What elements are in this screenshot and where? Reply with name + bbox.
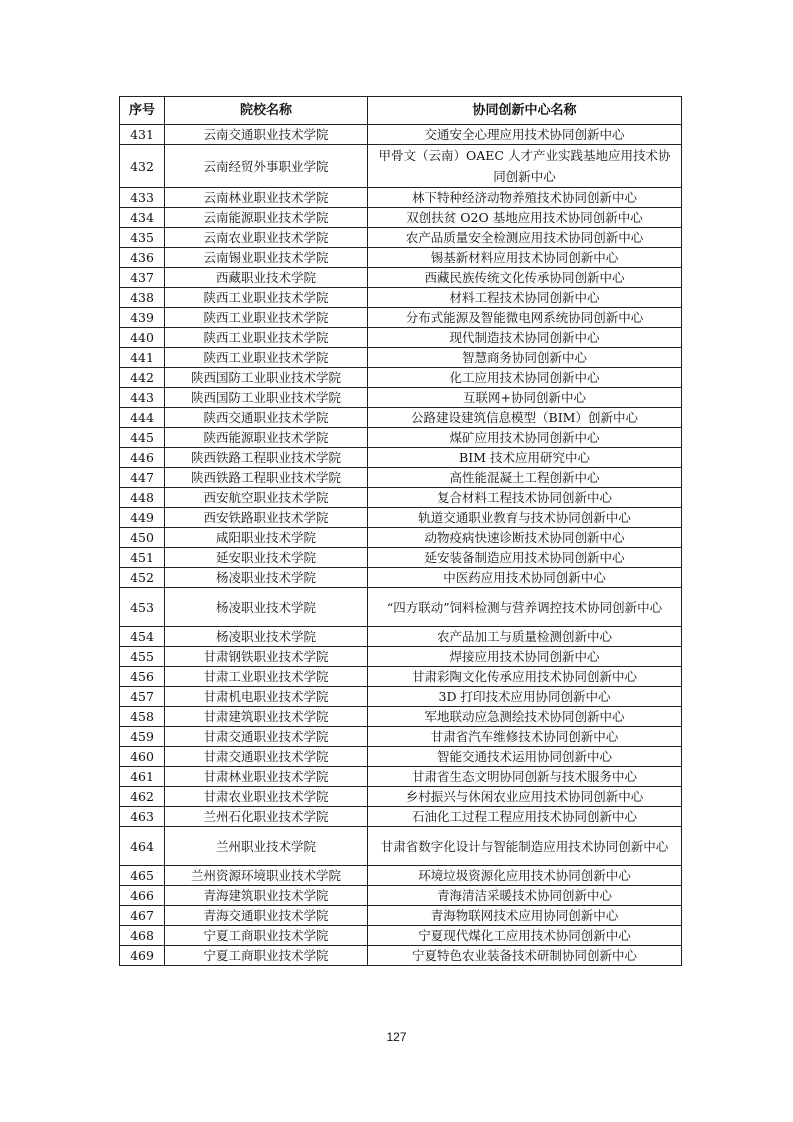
table-row xyxy=(120,248,682,268)
row-school: 云南经贸外事职业学院 xyxy=(165,145,368,188)
row-index: 452 xyxy=(120,568,165,588)
table-row xyxy=(120,145,682,188)
row-index: 456 xyxy=(120,667,165,687)
row-index: 449 xyxy=(120,508,165,528)
row-center: 农产品质量安全检测应用技术协同创新中心 xyxy=(368,228,682,248)
row-index: 444 xyxy=(120,408,165,428)
table-row xyxy=(120,388,682,408)
table-row xyxy=(120,647,682,667)
row-center: 交通安全心理应用技术协同创新中心 xyxy=(368,125,682,145)
table-row xyxy=(120,946,682,966)
table-row xyxy=(120,687,682,707)
table-row xyxy=(120,288,682,308)
row-center: 焊接应用技术协同创新中心 xyxy=(368,647,682,667)
row-school: 云南交通职业技术学院 xyxy=(165,125,368,145)
row-school: 云南能源职业技术学院 xyxy=(165,208,368,228)
row-school: 陕西工业职业技术学院 xyxy=(165,288,368,308)
row-center: 石油化工过程工程应用技术协同创新中心 xyxy=(368,807,682,827)
row-index: 434 xyxy=(120,208,165,228)
row-center: 智能交通技术运用协同创新中心 xyxy=(368,747,682,767)
row-school: 陕西国防工业职业技术学院 xyxy=(165,388,368,408)
row-center: 煤矿应用技术协同创新中心 xyxy=(368,428,682,448)
row-center: 乡村振兴与休闲农业应用技术协同创新中心 xyxy=(368,787,682,807)
table-row xyxy=(120,448,682,468)
row-school: 西安航空职业技术学院 xyxy=(165,488,368,508)
table-row xyxy=(120,348,682,368)
row-index: 467 xyxy=(120,906,165,926)
row-school: 杨凌职业技术学院 xyxy=(165,627,368,647)
row-center: 智慧商务协同创新中心 xyxy=(368,348,682,368)
table-row xyxy=(120,727,682,747)
row-center: 宁夏现代煤化工应用技术协同创新中心 xyxy=(368,926,682,946)
table-row xyxy=(120,428,682,448)
row-school: 陕西工业职业技术学院 xyxy=(165,328,368,348)
table-row xyxy=(120,468,682,488)
row-center: 甘肃省生态文明协同创新与技术服务中心 xyxy=(368,767,682,787)
row-index: 451 xyxy=(120,548,165,568)
row-center: 3D 打印技术应用协同创新中心 xyxy=(368,687,682,707)
table-row xyxy=(120,528,682,548)
row-index: 462 xyxy=(120,787,165,807)
row-center: 甘肃省汽车维修技术协同创新中心 xyxy=(368,727,682,747)
row-school: 甘肃建筑职业技术学院 xyxy=(165,707,368,727)
row-center: 环境垃圾资源化应用技术协同创新中心 xyxy=(368,866,682,886)
row-center: 锡基新材料应用技术协同创新中心 xyxy=(368,248,682,268)
row-school: 青海交通职业技术学院 xyxy=(165,906,368,926)
row-school: 陕西能源职业技术学院 xyxy=(165,428,368,448)
row-center: 青海物联网技术应用协同创新中心 xyxy=(368,906,682,926)
row-school: 陕西铁路工程职业技术学院 xyxy=(165,468,368,488)
row-center: 复合材料工程技术协同创新中心 xyxy=(368,488,682,508)
row-index: 459 xyxy=(120,727,165,747)
row-school: 甘肃机电职业技术学院 xyxy=(165,687,368,707)
row-school: 兰州资源环境职业技术学院 xyxy=(165,866,368,886)
row-index: 439 xyxy=(120,308,165,328)
table-row xyxy=(120,787,682,807)
table-row xyxy=(120,408,682,428)
table-row xyxy=(120,807,682,827)
row-school: 杨凌职业技术学院 xyxy=(165,588,368,627)
table-row xyxy=(120,268,682,288)
row-index: 445 xyxy=(120,428,165,448)
row-center: 化工应用技术协同创新中心 xyxy=(368,368,682,388)
row-center: 延安装备制造应用技术协同创新中心 xyxy=(368,548,682,568)
row-center: 甘肃彩陶文化传承应用技术协同创新中心 xyxy=(368,667,682,687)
row-school: 陕西铁路工程职业技术学院 xyxy=(165,448,368,468)
row-index: 461 xyxy=(120,767,165,787)
row-school: 甘肃交通职业技术学院 xyxy=(165,727,368,747)
row-school: 陕西工业职业技术学院 xyxy=(165,348,368,368)
row-center: “四方联动”饲料检测与营养调控技术协同创新中心 xyxy=(368,588,682,627)
row-school: 陕西国防工业职业技术学院 xyxy=(165,368,368,388)
table-row xyxy=(120,747,682,767)
table-row xyxy=(120,667,682,687)
row-index: 432 xyxy=(120,145,165,188)
header-index: 序号 xyxy=(120,97,165,125)
table-row xyxy=(120,568,682,588)
table-row xyxy=(120,707,682,727)
row-center: BIM 技术应用研究中心 xyxy=(368,448,682,468)
row-center: 分布式能源及智能微电网系统协同创新中心 xyxy=(368,308,682,328)
row-index: 436 xyxy=(120,248,165,268)
row-index: 438 xyxy=(120,288,165,308)
row-school: 甘肃钢铁职业技术学院 xyxy=(165,647,368,667)
table-row xyxy=(120,188,682,208)
row-school: 陕西交通职业技术学院 xyxy=(165,408,368,428)
row-index: 448 xyxy=(120,488,165,508)
row-center: 西藏民族传统文化传承协同创新中心 xyxy=(368,268,682,288)
row-index: 458 xyxy=(120,707,165,727)
row-index: 443 xyxy=(120,388,165,408)
row-school: 延安职业技术学院 xyxy=(165,548,368,568)
row-school: 杨凌职业技术学院 xyxy=(165,568,368,588)
table-row xyxy=(120,767,682,787)
row-index: 450 xyxy=(120,528,165,548)
table-row xyxy=(120,328,682,348)
row-school: 宁夏工商职业技术学院 xyxy=(165,926,368,946)
row-index: 463 xyxy=(120,807,165,827)
table-row xyxy=(120,125,682,145)
header-school: 院校名称 xyxy=(165,97,368,125)
table-row xyxy=(120,548,682,568)
row-center: 林下特种经济动物养殖技术协同创新中心 xyxy=(368,188,682,208)
table-row xyxy=(120,866,682,886)
row-school: 甘肃工业职业技术学院 xyxy=(165,667,368,687)
row-index: 433 xyxy=(120,188,165,208)
row-center: 现代制造技术协同创新中心 xyxy=(368,328,682,348)
table-row xyxy=(120,368,682,388)
table-row xyxy=(120,588,682,627)
row-school: 兰州职业技术学院 xyxy=(165,827,368,866)
row-school: 云南农业职业技术学院 xyxy=(165,228,368,248)
row-index: 457 xyxy=(120,687,165,707)
row-center: 中医药应用技术协同创新中心 xyxy=(368,568,682,588)
row-center: 军地联动应急测绘技术协同创新中心 xyxy=(368,707,682,727)
row-school: 西安铁路职业技术学院 xyxy=(165,508,368,528)
row-school: 云南锡业职业技术学院 xyxy=(165,248,368,268)
row-center: 甘肃省数字化设计与智能制造应用技术协同创新中心 xyxy=(368,827,682,866)
row-center: 宁夏特色农业装备技术研制协同创新中心 xyxy=(368,946,682,966)
row-school: 青海建筑职业技术学院 xyxy=(165,886,368,906)
row-school: 甘肃农业职业技术学院 xyxy=(165,787,368,807)
row-school: 西藏职业技术学院 xyxy=(165,268,368,288)
institutions-table xyxy=(119,96,682,966)
row-index: 464 xyxy=(120,827,165,866)
row-center: 青海清洁采暖技术协同创新中心 xyxy=(368,886,682,906)
row-index: 437 xyxy=(120,268,165,288)
table-row xyxy=(120,488,682,508)
row-index: 460 xyxy=(120,747,165,767)
row-index: 447 xyxy=(120,468,165,488)
table-row xyxy=(120,208,682,228)
row-center: 互联网+协同创新中心 xyxy=(368,388,682,408)
row-index: 431 xyxy=(120,125,165,145)
row-school: 咸阳职业技术学院 xyxy=(165,528,368,548)
table-row xyxy=(120,926,682,946)
table-row xyxy=(120,308,682,328)
row-center: 高性能混凝土工程创新中心 xyxy=(368,468,682,488)
row-center: 双创扶贫 O2O 基地应用技术协同创新中心 xyxy=(368,208,682,228)
table-header-row xyxy=(120,97,682,125)
table-row xyxy=(120,827,682,866)
row-index: 453 xyxy=(120,588,165,627)
row-index: 454 xyxy=(120,627,165,647)
row-school: 甘肃林业职业技术学院 xyxy=(165,767,368,787)
row-index: 441 xyxy=(120,348,165,368)
table-row xyxy=(120,508,682,528)
page-number: 127 xyxy=(386,1030,407,1044)
header-center: 协同创新中心名称 xyxy=(368,97,682,125)
row-index: 465 xyxy=(120,866,165,886)
row-index: 440 xyxy=(120,328,165,348)
table-row xyxy=(120,627,682,647)
row-center: 动物疫病快速诊断技术协同创新中心 xyxy=(368,528,682,548)
row-index: 442 xyxy=(120,368,165,388)
row-index: 469 xyxy=(120,946,165,966)
row-index: 455 xyxy=(120,647,165,667)
table-row xyxy=(120,906,682,926)
row-center: 轨道交通职业教育与技术协同创新中心 xyxy=(368,508,682,528)
row-center: 公路建设建筑信息模型（BIM）创新中心 xyxy=(368,408,682,428)
table-row xyxy=(120,886,682,906)
row-index: 466 xyxy=(120,886,165,906)
row-index: 446 xyxy=(120,448,165,468)
table-row xyxy=(120,228,682,248)
row-center: 材料工程技术协同创新中心 xyxy=(368,288,682,308)
row-center: 甲骨文（云南）OAEC 人才产业实践基地应用技术协同创新中心 xyxy=(368,145,682,188)
row-school: 陕西工业职业技术学院 xyxy=(165,308,368,328)
row-school: 甘肃交通职业技术学院 xyxy=(165,747,368,767)
row-school: 云南林业职业技术学院 xyxy=(165,188,368,208)
row-index: 468 xyxy=(120,926,165,946)
row-school: 兰州石化职业技术学院 xyxy=(165,807,368,827)
row-school: 宁夏工商职业技术学院 xyxy=(165,946,368,966)
row-center: 农产品加工与质量检测创新中心 xyxy=(368,627,682,647)
row-index: 435 xyxy=(120,228,165,248)
